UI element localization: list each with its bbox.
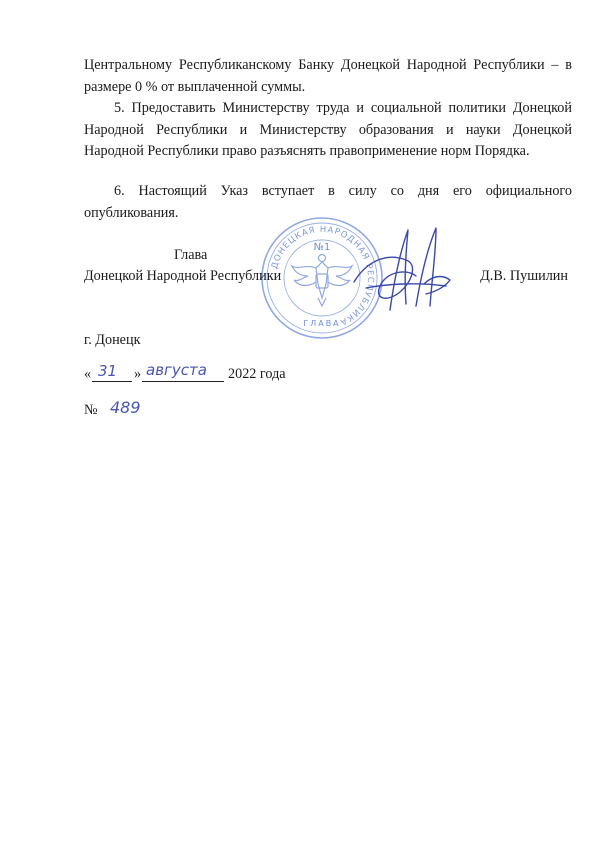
date-year: 2022 года [228,366,286,382]
city-line: г. Донецк [84,332,141,348]
stamp-ring-text: ДОНЕЦКАЯ НАРОДНАЯ РЕСПУБЛИКА [269,224,376,328]
date-line [84,361,344,388]
date-month: августа [146,361,207,379]
signatory-title: Глава [174,247,208,263]
number-line [84,398,284,426]
day-underline [92,381,132,382]
number-label: № [84,402,98,418]
close-quote: » [134,366,142,382]
paragraph-bank-rate: Центральному Республиканскому Банку Донецкой Народной Республики – в размере 0 % от выплаченной суммы. [84,57,572,95]
signatory-name: Д.В. Пушилин [480,268,568,284]
open-quote: « [84,366,92,382]
paragraph-item-5: 5. Предоставить Министерству труда и социальной политики Донецкой Народной Республики и Министерству образования и науки Донецкой Народной Республики право разъяснять правоприменение норм Порядка. [84,100,572,159]
eagle-emblem-icon [292,255,352,307]
handwritten-signature [346,222,458,314]
stamp-number: №1 [313,242,331,253]
month-underline [142,381,224,382]
stamp-bottom-text: ГЛАВА [303,319,341,328]
date-day: 31 [98,362,118,380]
paragraph-item-6: 6. Настоящий Указ вступает в силу со дня его официального опубликования. [84,183,572,221]
decree-number: 489 [110,398,141,417]
signatory-organization: Донецкой Народной Республики [84,268,282,284]
